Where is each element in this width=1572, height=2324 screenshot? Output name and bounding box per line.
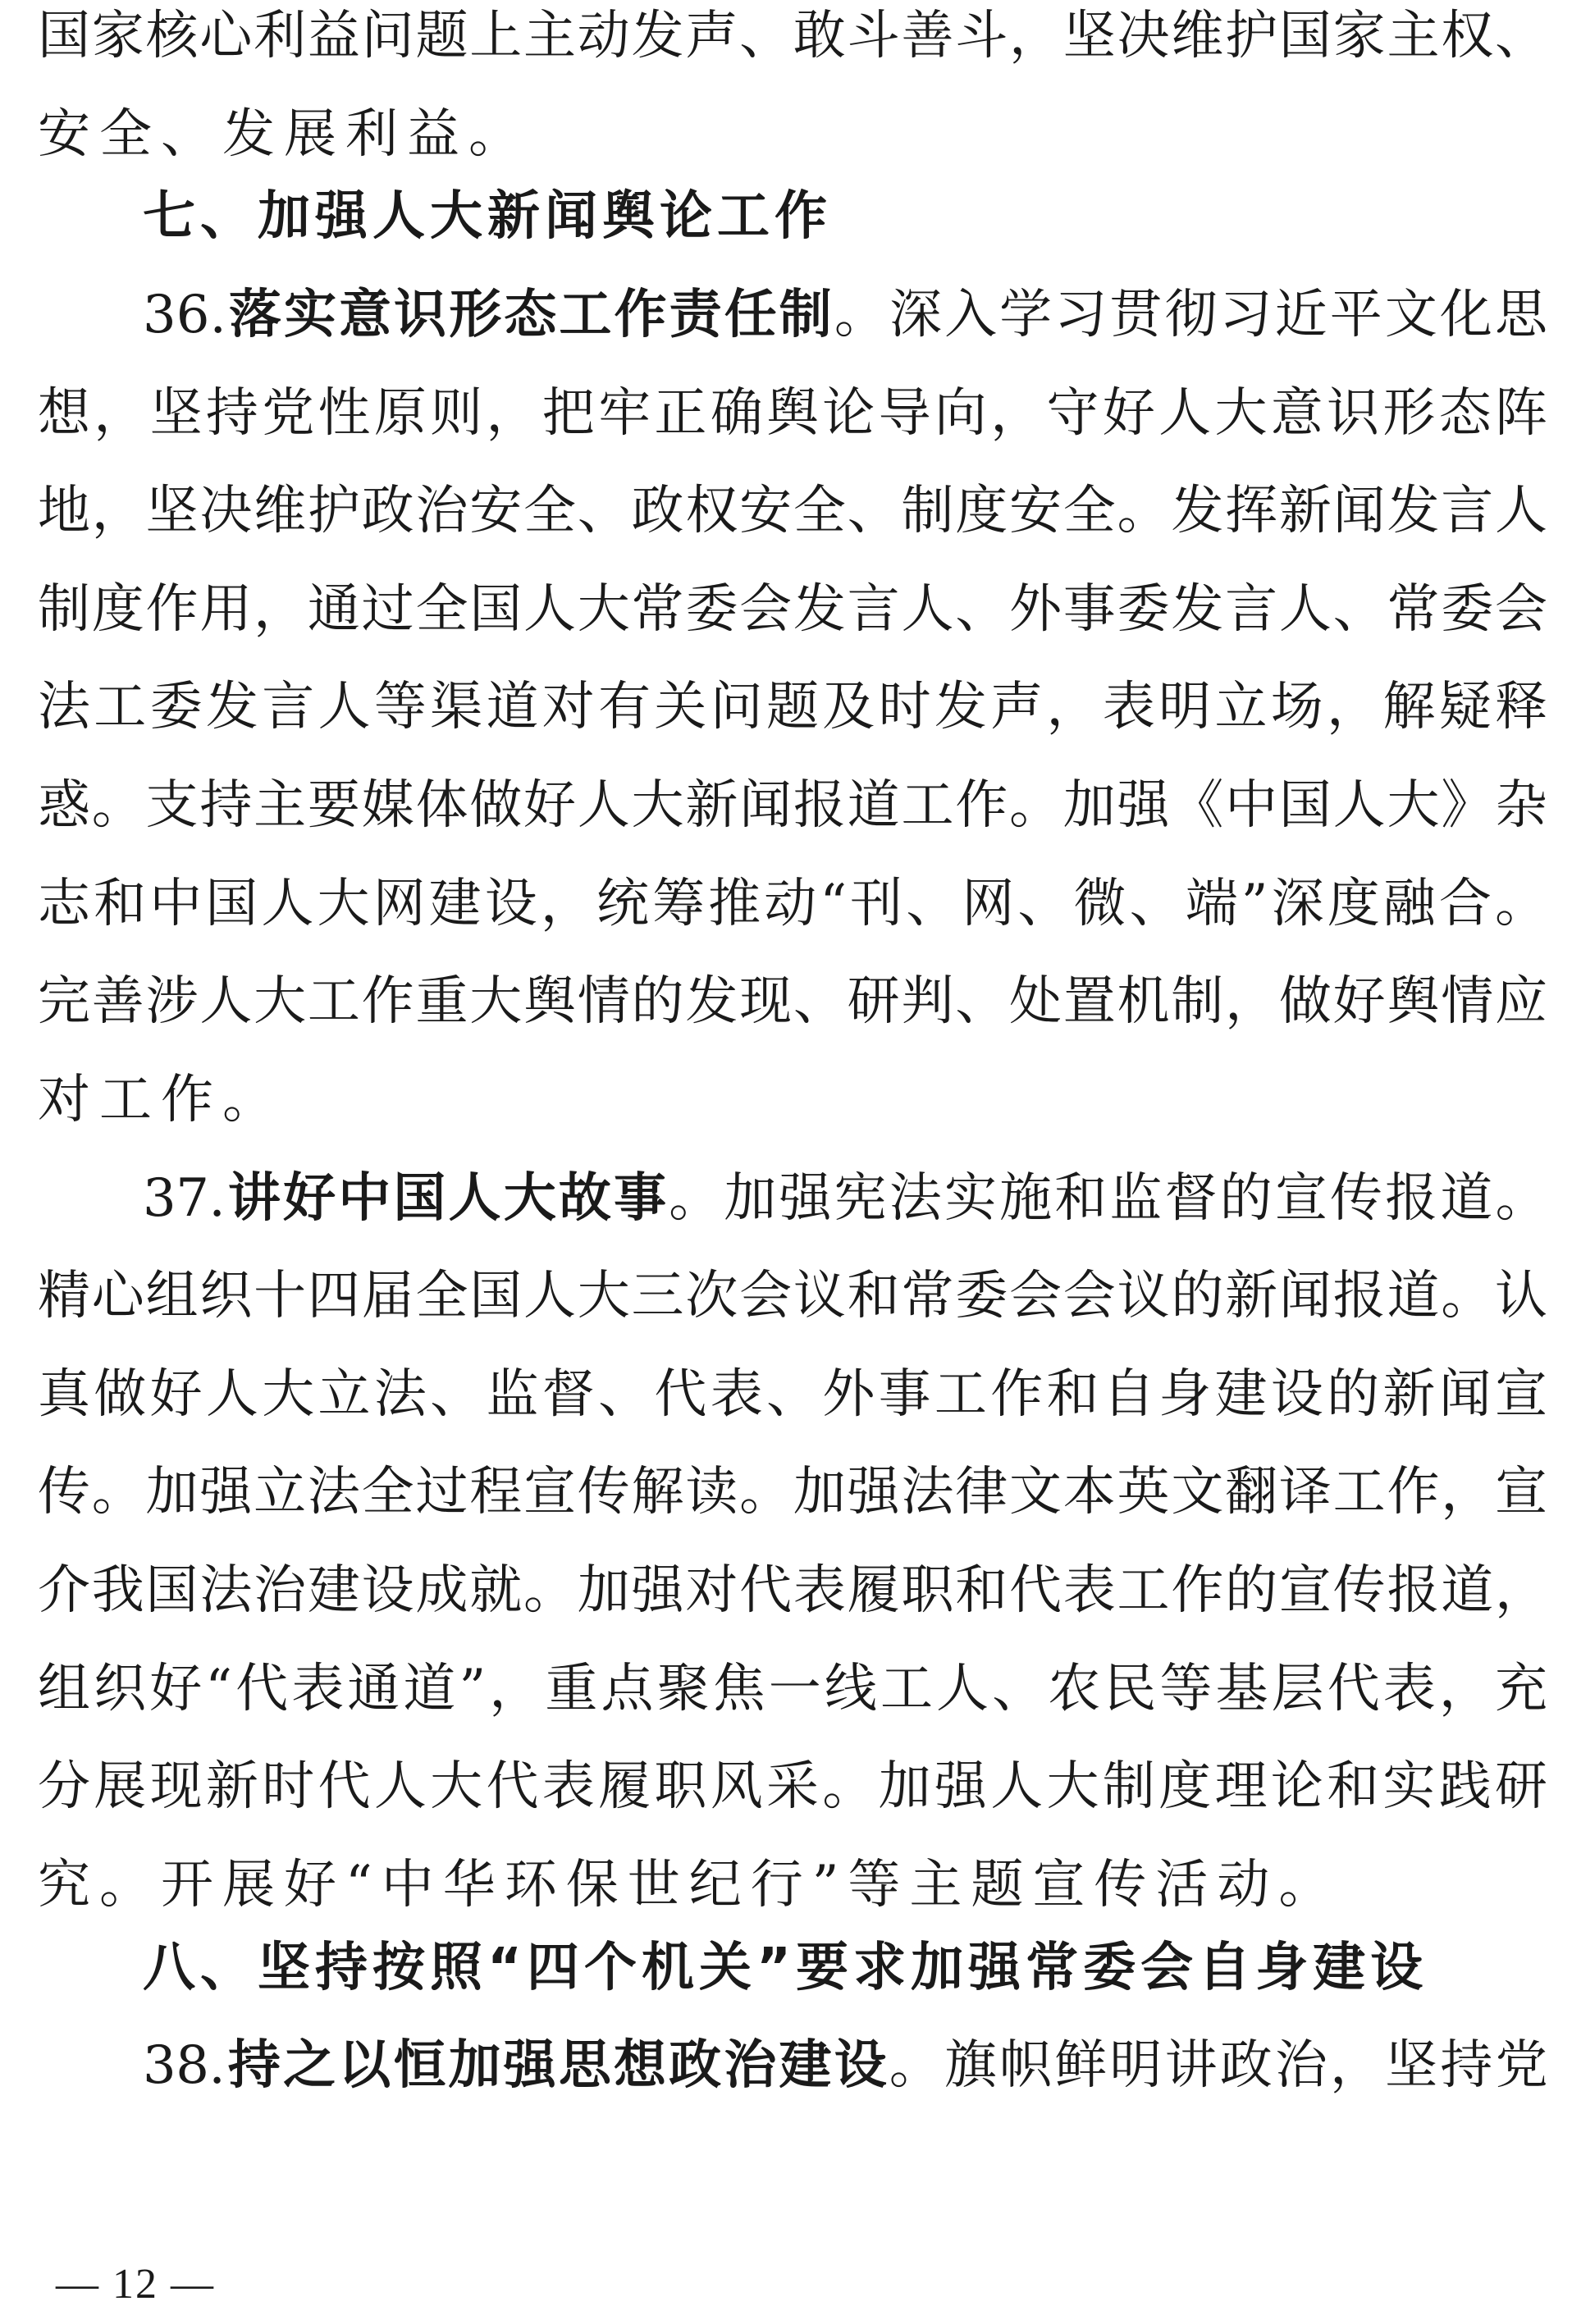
text-line: 完善涉人大工作重大舆情的发现、研判、处置机制，做好舆情应	[38, 971, 1547, 1032]
item-number: 36.	[143, 285, 226, 345]
page-number: — 12 —	[56, 2261, 215, 2308]
item-title: 持之以恒加强思想政治建设	[225, 2035, 889, 2096]
text-line: 精心组织十四届全国人大三次会议和常委会会议的新闻报道。认	[38, 1266, 1547, 1326]
paragraph-38-first-line	[143, 2033, 1547, 2098]
text-line: 究。开展好“中华环保世纪行”等主题宣传活动。	[38, 1855, 1341, 1915]
text-line: 国家核心利益问题上主动发声、敢斗善斗，坚决维护国家主权、	[38, 6, 1547, 66]
text-line: 传。加强立法全过程宣传解读。加强法律文本英文翻译工作，宣	[38, 1462, 1547, 1523]
item-title: 落实意识形态工作责任制	[226, 285, 834, 345]
text-line: 地，坚决维护政治安全、政权安全、制度安全。发挥新闻发言人	[38, 481, 1547, 541]
section-heading-8: 八、坚持按照“四个机关”要求加强常委会自身建设	[143, 1938, 1428, 1998]
paragraph-37-first-line	[143, 1166, 1547, 1231]
item-text: 。深入学习贯彻习近平文化思	[834, 285, 1547, 345]
text-line: 介我国法治建设成就。加强对代表履职和代表工作的宣传报道，	[38, 1560, 1547, 1621]
text-line: 志和中国人大网建设，统筹推动“刊、网、微、端”深度融合。	[38, 874, 1547, 934]
text-line: 法工委发言人等渠道对有关问题及时发声，表明立场，解疑释	[38, 677, 1547, 737]
item-text: 。加强宪法实施和监督的宣传报道。	[669, 1168, 1547, 1229]
text-line: 组织好“代表通道”，重点聚焦一线工人、农民等基层代表，充	[38, 1659, 1547, 1719]
section-heading-7: 七、加强人大新闻舆论工作	[143, 186, 832, 247]
text-line: 惑。支持主要媒体做好人大新闻报道工作。加强《中国人大》杂	[38, 775, 1547, 836]
text-line: 分展现新时代人大代表履职风采。加强人大制度理论和实践研	[38, 1756, 1547, 1817]
text-line: 真做好人大立法、监督、代表、外事工作和自身建设的新闻宣	[38, 1364, 1547, 1425]
text-line: 对工作。	[38, 1070, 284, 1130]
text-line: 制度作用，通过全国人大常委会发言人、外事委发言人、常委会	[38, 579, 1547, 640]
item-number: 38.	[143, 2035, 226, 2096]
item-text: 。旗帜鲜明讲政治，坚持党	[889, 2035, 1547, 2096]
item-title: 讲好中国人大故事	[225, 1168, 669, 1229]
text-line: 安全、发展利益。	[38, 104, 530, 165]
text-line: 想，坚持党性原则，把牢正确舆论导向，守好人大意识形态阵	[38, 383, 1547, 444]
item-number: 37.	[143, 1168, 226, 1229]
paragraph-36-first-line	[143, 282, 1547, 348]
